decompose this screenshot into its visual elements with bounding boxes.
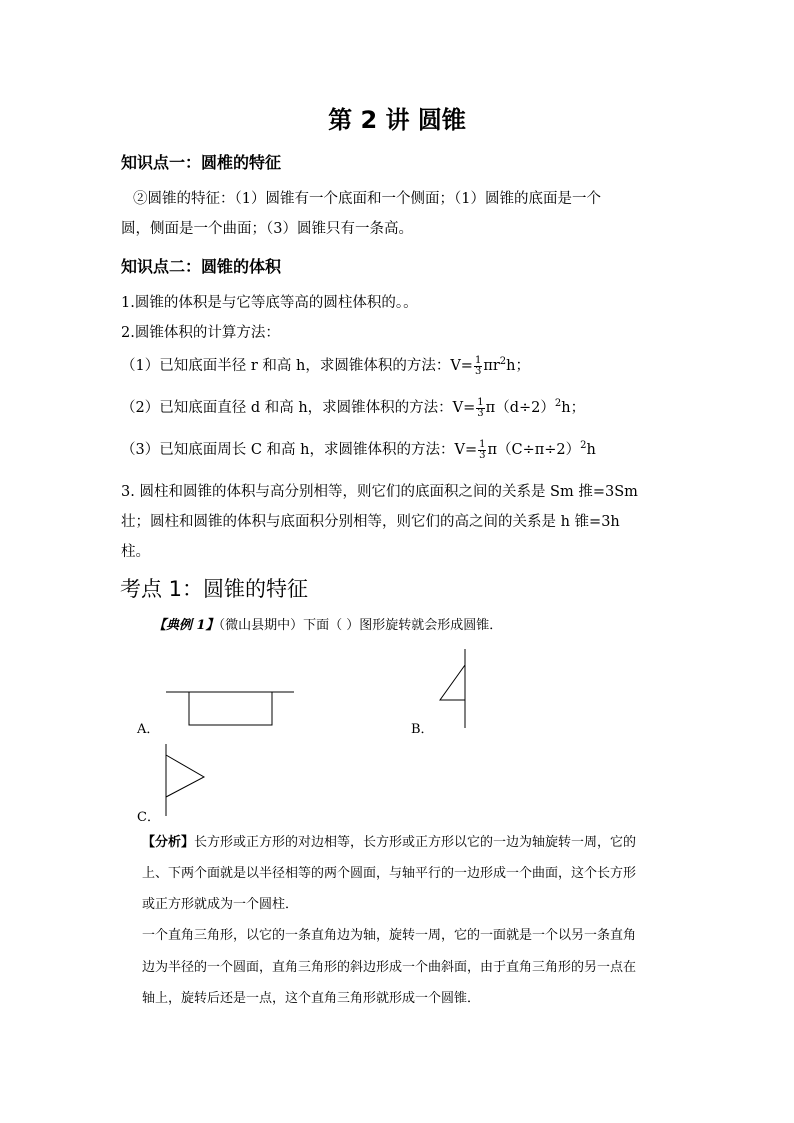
fraction-numerator: 1 <box>479 438 486 450</box>
analysis-line <box>142 831 636 850</box>
kaodian-heading: 考点 1：圆锥的特征 <box>120 577 309 601</box>
section-heading-1: 知识点一：圆椎的特征 <box>121 153 282 172</box>
formula-text: （3）已知底面周长 C 和高 h，求圆锥体积的方法：V= <box>121 442 478 458</box>
formula-text: （2）已知底面直径 d 和高 h，求圆锥体积的方法：V= <box>121 400 476 416</box>
exponent: 2 <box>580 440 587 452</box>
formula-end: h； <box>506 358 531 374</box>
fraction-denominator: 3 <box>474 365 482 377</box>
formula-end: h <box>586 442 596 458</box>
analysis-line: 轴上，旋转后还是一点，这个直角三角形就形成一个圆锥． <box>142 991 481 1006</box>
list-item: 1.圆锥的体积是与它等底等高的圆柱体积的。。 <box>121 295 418 311</box>
analysis-line: 或正方形就成为一个圆柱． <box>142 897 299 912</box>
analysis-line: 边为半径的一个圆面，直角三角形的斜边形成一个曲斜面，由于直角三角形的另一点在 <box>142 960 637 975</box>
list-item: 2.圆锥体积的计算方法： <box>121 325 280 341</box>
example-text: （微山县期中）下面（ ）图形旋转就会形成圆锥． <box>218 618 503 633</box>
formula-tail: π（C÷π÷2） <box>487 442 581 458</box>
example-tag: 【典例 1】 <box>153 618 219 633</box>
section-heading-2: 知识点二：圆锥的体积 <box>121 257 282 276</box>
formula-end: h； <box>561 400 586 416</box>
paragraph-line: 圆，侧面是一个曲面；（3）圆锥只有一条高。 <box>121 221 413 237</box>
page-title: 第 2 讲 圆锥 <box>328 106 466 134</box>
analysis-line: 一个直角三角形，以它的一条直角边为轴，旋转一周，它的一面就是一个以另一条直角 <box>142 928 637 943</box>
formula-text: （1）已知底面半径 r 和高 h，求圆锥体积的方法：V= <box>121 358 473 374</box>
paragraph-line: 壮；圆柱和圆锥的体积与底面积分别相等，则它们的高之间的关系是 h 锥=3h <box>121 514 620 530</box>
option-a-label: A． <box>137 722 160 737</box>
figure-b-triangle <box>440 649 465 728</box>
exponent: 2 <box>499 356 507 368</box>
paragraph-line: ②圆锥的特征：（1）圆锥有一个底面和一个侧面；（1）圆锥的底面是一个 <box>133 191 601 207</box>
fraction-denominator: 3 <box>477 407 484 419</box>
analysis-tag: 【分析】 <box>142 835 195 850</box>
paragraph-line: 3. 圆柱和圆锥的体积与高分别相等，则它们的底面积之间的关系是 Sm 推=3Sm <box>121 484 638 500</box>
option-b-label: B． <box>411 722 434 737</box>
option-c-label: C． <box>137 810 160 825</box>
analysis-text: 长方形或正方形的对边相等，长方形或正方形以它的一边为轴旋转一周，它的 <box>194 835 637 850</box>
figure-c-triangle <box>166 744 204 816</box>
fraction-numerator: 1 <box>477 396 484 408</box>
fraction-denominator: 3 <box>479 449 486 461</box>
formula-tail: πr <box>483 358 500 374</box>
fraction-numerator: 1 <box>474 354 482 366</box>
analysis-line: 上、下两个面就是以半径相等的两个圆面，与轴平行的一边形成一个曲面，这个长方形 <box>142 866 637 881</box>
exponent: 2 <box>554 398 562 410</box>
paragraph-line: 柱。 <box>121 544 150 560</box>
formula-tail: π（d÷2） <box>485 400 555 416</box>
figure-a-rectangle <box>166 692 294 725</box>
